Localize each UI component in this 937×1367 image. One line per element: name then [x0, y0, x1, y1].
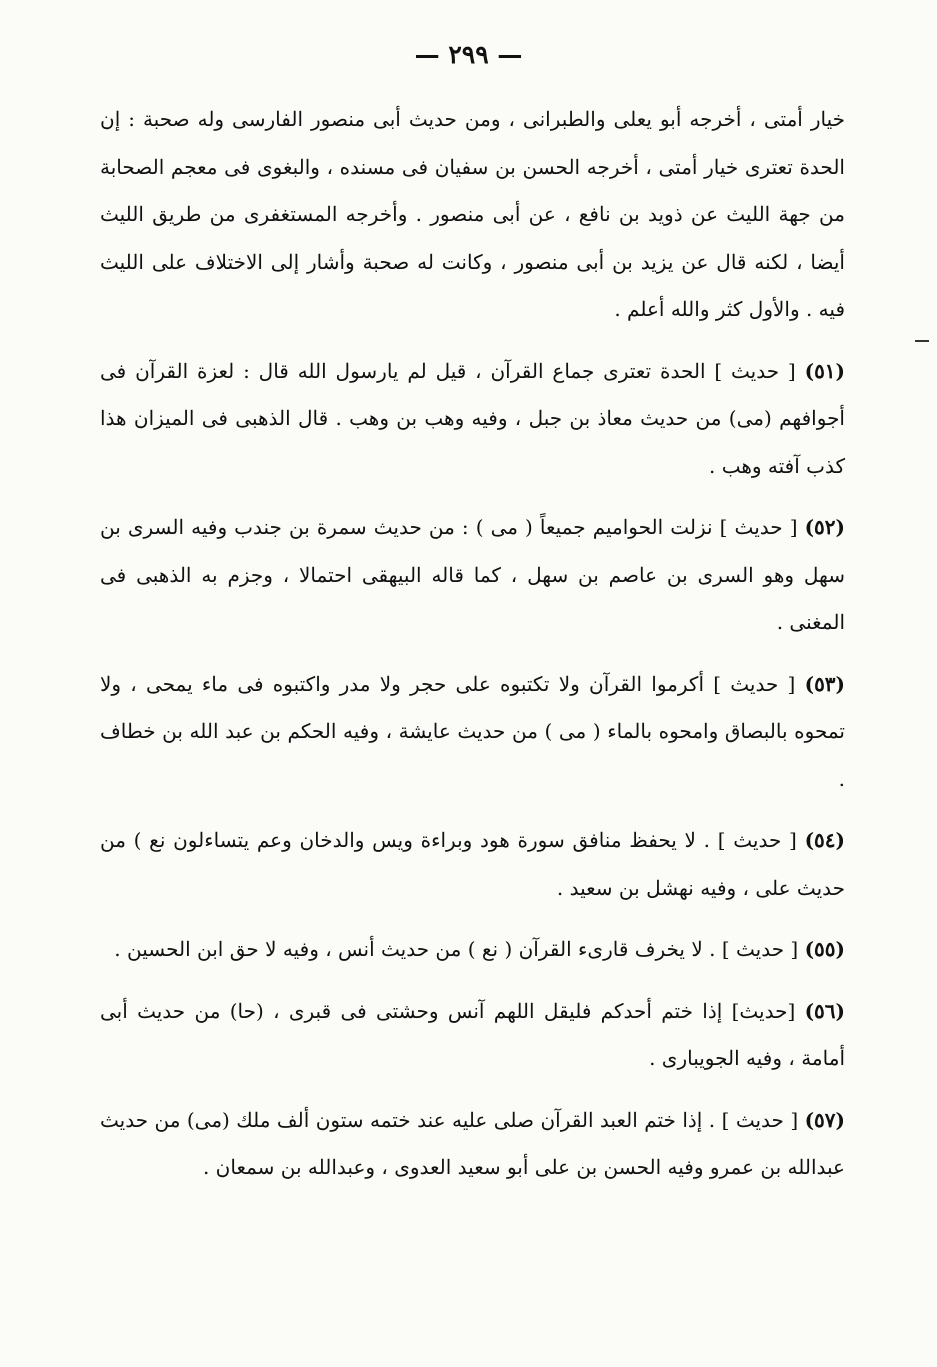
margin-mark: [915, 340, 929, 342]
hadith-53: [100, 661, 845, 804]
hadith-number: (٥٤): [804, 828, 845, 852]
text-body: [100, 96, 845, 1192]
hadith-number: (٥٣): [804, 671, 846, 696]
paragraph-text: [ حديث ] الحدة تعترى جماع القرآن ، قيل لم يارسول الله قال : لعزة القرآن فى أجوافهم (مى) من حديث معاذ بن جبل ، وفيه وهب بن وهب . قال الذهبى فى الميزان هذا كذب آفته وهب .: [100, 358, 845, 478]
hadith-56: [100, 988, 845, 1083]
hadith-57: [100, 1097, 845, 1192]
paragraph-text: [ حديث ] . لا يخرف قارىء القرآن ( نع ) من حديث أنس ، وفيه لا حق ابن الحسين .: [114, 937, 799, 961]
hadith-51: [100, 348, 845, 491]
paragraph-text: [ حديث ] نزلت الحواميم جميعاً ( مى ) : من حديث سمرة بن جندب وفيه السرى بن سهل وهو السرى بن عاصم بن سهل ، كما قاله البيهقى احتمالا ، وجزم به الذهبى فى المغنى .: [100, 515, 845, 634]
paragraph-text: [ حديث ] . إذا ختم العبد القرآن صلى عليه عند ختمه ستون ألف ملك (مى) من حديث عبدالله بن عمرو وفيه الحسن بن على أبو سعيد العدوى ، وعبدالله بن سمعان .: [100, 1107, 845, 1179]
hadith-52: [100, 504, 845, 647]
paragraph-text: [ حديث ] . لا يحفظ منافق سورة هود وبراءة ويس والدخان وعم يتساءلون نع ) من حديث على ، وفيه نهشل بن سعيد .: [100, 828, 845, 900]
hadith-number: (٥٧): [804, 1107, 845, 1132]
paragraph-text: [حديث] إذا ختم أحدكم فليقل اللهم آنس وحشتى فى قبرى ، (حا) من حديث أبى أمامة ، وفيه الجويبارى .: [100, 998, 845, 1070]
hadith-number: (٥٥): [804, 937, 845, 961]
hadith-54: [100, 817, 845, 912]
hadith-number: (٥١): [804, 358, 846, 383]
scan-artifact: [848, 8, 878, 18]
hadith-number: (٥٢): [804, 515, 845, 539]
paragraph-text: خيار أمتى ، أخرجه أبو يعلى والطبرانى ، ومن حديث أبى منصور الفارسى وله صحبة : إن الحدة تعترى خيار أمتى ، أخرجه الحسن بن سفيان فى مسنده ، والبغوى فى معجم الصحابة من جهة الليث عن ذويد بن نافع ، عن أبى منصور . وأخرجه المستغفرى من طريق الليث أيضا ، لكنه قال عن يزيد بن أبى منصور ، وكانت له صحبة وأشار إلى الاختلاف على الليث فيه . والأول كثر والله أعلم .: [100, 107, 845, 321]
paragraph-text: [ حديث ] أكرموا القرآن ولا تكتبوه على حجر ولا مدر واكتبوه فى ماء يمحى ، ولا تمحوه بالبصاق وامحوه بالماء ( مى ) من حديث عايشة ، وفيه الحكم بن عبد الله بن خطاف .: [100, 671, 845, 791]
page-number: — ٢٩٩ —: [414, 40, 523, 69]
hadith-55: [100, 926, 845, 974]
paragraph-continuation: [100, 96, 845, 334]
hadith-number: (٥٦): [804, 998, 845, 1023]
